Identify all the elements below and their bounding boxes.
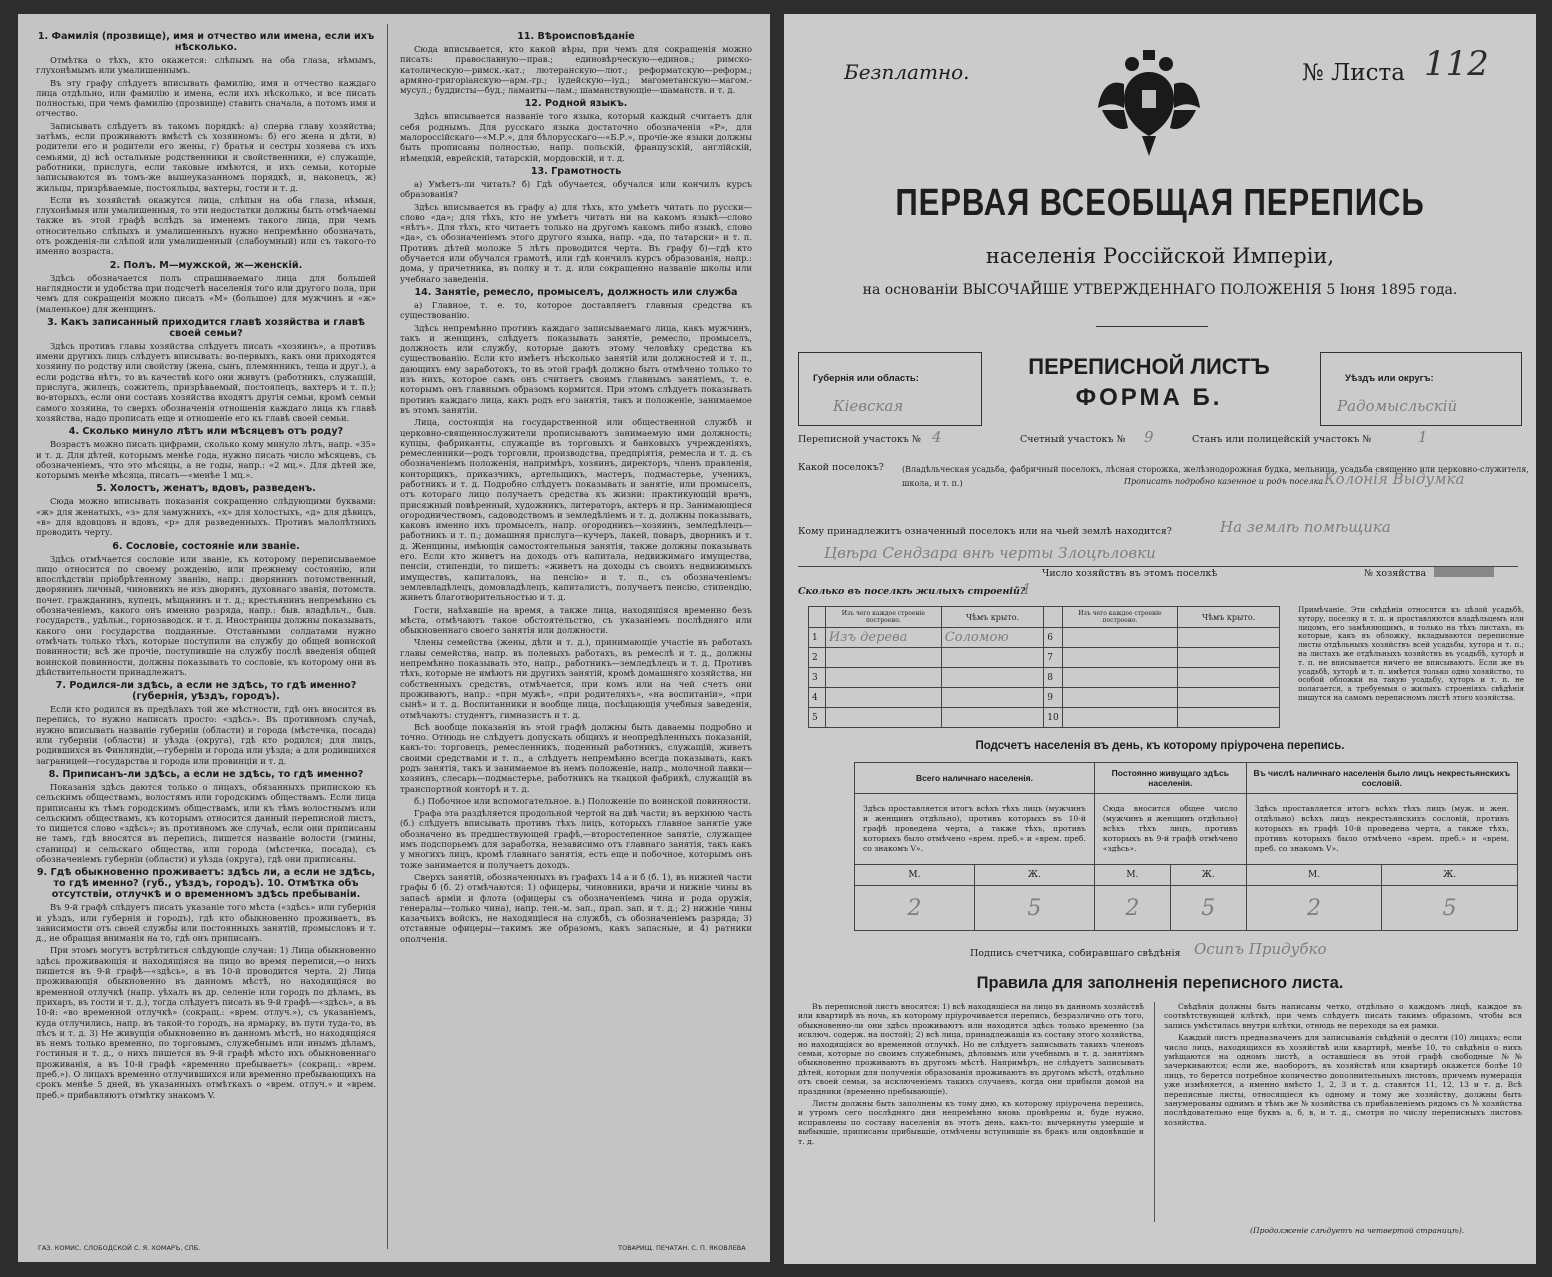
household-number-label: № хозяйства xyxy=(1364,568,1427,579)
section-paragraph: При этомъ могутъ встрѣтиться слѣдующіе случаи: 1) Лица обыкновенно здѣсь проживающія и находящіяся на лицо во время переписи,—о нихъ пишется въ 9-й графѣ—«здѣсь», а въ 10-й проводится черта. 2) Лица проживающія обыкновенно въ данномъ мѣстѣ, но находящіяся во временной отлучкѣ (напр. уѣхалъ въ др. селеніе или городъ по дѣламъ, въ прихаръ, въ гости и т. д.), тогда слѣдуетъ писать въ 9-й графѣ—«здѣсь», а въ 10-й: «во временной отлучкѣ» (сокращ.: «врем. отлуч.»), съ указаніемъ, куда отлучились, напр. въ такой-то городъ, на ярмарку, въ пути туда-то, въ лѣсъ и т. д. 3) Не живущія обыкновенно въ данномъ мѣстѣ, но находящіяся въ немъ только временно, по торговымъ, служебнымъ или инымъ дѣламъ, гостиныя и т. д., о нихъ пишется въ 9-й графѣ мѣсто ихъ обыкновеннаго проживанія, а въ 10-й графѣ «временно пребываетъ» (сокращ.: «врем. преб.»). О лицахъ временно отлучившихся или временно пребывающихъ на срокъ менѣе 5 дней, въ указанныхъ отмѣткахъ о «врем. отлуч.» и «врем. преб.» прибавляютъ отмѣтку знакомъ V. xyxy=(36,945,377,1100)
rule-paragraph: Листы должны быть заполнены къ тому дню, къ которому пріурочена перепись, и утромъ сего послѣдняго дня непремѣнно вновь провѣрены и, буде нужно, исправлены по составу населенія въ этотъ день, какъ-то: вычеркнуты умершіе и выбывшіе, приписаны прибывшіе, отмѣчены вступившіе въ бракъ или овдовѣвшіе и т. д. xyxy=(798,1099,1144,1146)
household-number-erased xyxy=(1434,567,1494,577)
roof-header: Чѣмъ крыто. xyxy=(941,607,1043,628)
section-paragraph: Здѣсь вписывается названіе того языка, который каждый считаетъ для себя роднымъ. Для русскаго языка достаточно обозначенія «Р», для малороссійскаго—«М.Р.», для бѣлорусскаго—«Б.Р.», прочіе-же языки должны быть прописаны полностью, напр. польскій, французскій, англійскій, нѣмецкій, еврейскій, татарскій, мордовскій, и т. д. xyxy=(400,111,752,163)
owner-value-1: На землѣ помѣщика xyxy=(1220,518,1391,536)
male-count-value: 2 xyxy=(1246,886,1382,931)
owner-label: Кому принадлежитъ означенный поселокъ или на чьей землѣ находится? xyxy=(798,526,1172,537)
right-page xyxy=(784,14,1536,1264)
building-material: Изъ дерева xyxy=(825,628,941,648)
section-paragraph: Показанія здѣсь даются только о лицахъ, обязанныхъ припискою къ сельскимъ обществамъ, волостямъ или городскимъ обществамъ. Если лица приписаны къ тѣмъ городскимъ обществамъ, или къ тѣмъ волостнымъ или сельскимъ обществамъ, къ которымъ относится данный переписной листъ, то пишется слово «здѣсь»; въ противномъ же случаѣ, если они приписаны не тамъ, гдѣ вносятся въ перепись, пишется названіе волости (гмины, станицы) и сельскаго общества, или города (мѣстечка, посада), съ обозначеніемъ губерніи (области) и уѣзда (округа), гдѣ они приписаны. xyxy=(36,781,376,864)
rules-right-column xyxy=(1164,1002,1522,1130)
rules-divider xyxy=(1154,1002,1155,1222)
column-divider xyxy=(387,24,388,1249)
row-number: 8 xyxy=(1044,668,1062,688)
row-number: 4 xyxy=(809,688,826,708)
section-paragraph: Здѣсь противъ главы хозяйства слѣдуетъ писать «хозяинъ», а противъ имени другихъ лицъ слѣдуетъ вписывать: во-первыхъ, какъ они приходятся хозяину по родству или свойству (жена, сынъ, племянникъ, теща и друг.), а если родства нѣтъ, то въ качествѣ кого они живутъ (работникъ, служащій, прислуга, жилецъ, сожитель, призрѣваемый, постоялецъ, вахтеръ и т. п.); во-вторыхъ, если они составъ хозяйства входятъ другія семьи, кромѣ семьи самого хозяина, то сверхъ обозначенія отношенія каждаго лица къ главѣ хозяйства, надо прописать еще и отношеніе его къ главѣ своей семьи. xyxy=(36,340,376,423)
roof-header-2: Чѣмъ крыто. xyxy=(1178,607,1280,628)
settlement-hint: (Владѣльческая усадьба, фабричный поселокъ, лѣсная сторожка, желѣзнодорожная будка, мельница, усадьба священно или церковно-служителя, школа, и т. п.) xyxy=(902,465,1529,488)
section-paragraph: а) Главное, т. е. то, которое доставляетъ главныя средства къ существованію. xyxy=(400,299,752,321)
section-paragraph: б.) Побочное или вспомогательное. в.) Положеніе по воинской повинности. xyxy=(414,795,751,806)
row-number: 6 xyxy=(1044,628,1062,648)
section-heading: 13. Грамотность xyxy=(530,165,622,177)
census-subtitle: населенія Россійской Имперіи, xyxy=(985,244,1335,268)
building-material xyxy=(1062,648,1178,668)
section-heading: 14. Занятіе, ремесло, промыселъ, должность или служба xyxy=(414,286,738,298)
households-label: Число хозяйствъ въ этомъ поселкѣ xyxy=(1042,568,1218,579)
section-paragraph: а) Умѣетъ-ли читать? б) Гдѣ обучается, обучался или кончилъ курсъ образованія? xyxy=(400,178,752,200)
section-paragraph: Гости, наѣхавшіе на время, а также лица, находящіяся временно безъ мѣста, отмѣчаютъ такое обстоятельство, съ указаніемъ послѣдняго или обыкновеннаго своего занятія или должности. xyxy=(400,604,752,636)
settlement-value: Колонія Выдумка xyxy=(1324,470,1465,488)
census-basis: на основаніи ВЫСОЧАЙШЕ УТВЕРЖДЕННАГО ПОЛОЖЕНІЯ 5 Іюня 1895 года. xyxy=(862,282,1458,298)
gubernia-value: Кіевская xyxy=(833,397,904,415)
building-material xyxy=(1062,688,1178,708)
section-paragraph: Отмѣтка о тѣхъ, кто окажется: слѣпымъ на оба глаза, нѣмымъ, глухонѣмымъ или умалишеннымъ. xyxy=(36,55,376,76)
section-heading: 1. Фамилія (прозвище), имя и отчество или имена, если ихъ нѣсколько. xyxy=(37,31,375,53)
count-column-header: Постоянно живущаго здѣсь населенія. xyxy=(1094,763,1246,794)
table-row xyxy=(809,688,1280,708)
section-paragraph: Здѣсь отмѣчается сословіе или званіе, къ которому переписываемое лицо относится по своему рожденію, или прежнему состоянію, или впослѣдствіи пріобрѣтенному званію, напр.: дворянинъ потомственный, дворянинъ личный, чиновникъ не изъ дворянъ, духовнаго званія, потомств. почет. гражданинъ, купецъ, мѣщанинъ и т. д.; крестьянинъ непремѣнно съ обозначеніемъ, какого онъ именно разряда, напр.: быв. владѣльч., быв. государств., удѣльн., горнозаводск. и т. д. Иностранцы должны показывать, какого они государства подданные. Отставными солдатами нужно отмѣчать только тѣхъ, которые поступили на службу до общей воинской повинности; всѣ же прочіе, поступившіе на службу послѣ введенія общей воинской повинности, должны показывать то сословіе, къ которому они въ дѣйствительности принадлежатъ. xyxy=(36,553,376,677)
row-number: 7 xyxy=(1044,648,1062,668)
section-heading: 11. Вѣроисповѣданіе xyxy=(517,31,635,42)
row-number: 5 xyxy=(809,708,826,728)
female-column-label: Ж. xyxy=(1170,865,1246,886)
sheet-number-label: № Листа xyxy=(1302,60,1405,86)
continuation-note: (Продолженіе слѣдуетъ на четвертой страницѣ). xyxy=(1250,1226,1465,1235)
section-paragraph: Записывать слѣдуетъ въ такомъ порядкѣ: а) сперва главу хозяйства; затѣмъ, если проживаютъ вмѣстѣ съ хозяиномъ: б) его жена и дѣти, в) родители его и родители его жены, г) братья и сестры хозяева съ ихъ семьями, д) всѣ остальные родственники и свойственники, е) служащіе, работники, прислуга, если таковые имѣются, и ихъ семьи, которые записываются въ томъ-же вышеуказанномъ порядкѣ, и, наконецъ, ж) жильцы, призрѣваемые, постояльцы, вахтеры, гости и т. д. xyxy=(36,120,376,193)
printer-note-right: ТОВАРИЩ. ПЕЧАТАН. С. П. ЯКОВЛЕВА xyxy=(618,1244,746,1252)
instructions-column-2 xyxy=(400,28,752,946)
building-roof xyxy=(941,648,1043,668)
count-column-description: Здѣсь проставляется итогъ всѣхъ тѣхъ лицъ (мужчинъ и женщинъ отдѣльно), противъ которыхъ въ 10-й графѣ проведена черта, а также тѣхъ, противъ которыхъ было отмѣчено «врем. преб.» и «врем. преб. со знакомъ V». xyxy=(855,794,1095,865)
building-roof xyxy=(1178,688,1280,708)
row-number: 1 xyxy=(809,628,826,648)
section-paragraph: Всѣ вообще показанія въ этой графѣ должны быть даваемы подробно и точно. Отнюдь не слѣдуетъ допускать общихъ и неопредѣленныхъ показаній, какъ-то: торговецъ, ремесленникъ, поденный работникъ, служащій, живетъ своими средствами и т. п., а слѣдуетъ непремѣнно всегда показывать, какъ родъ занятія, такъ и занимаемое въ немъ положеніе, напр., молочной лавки—хозяинъ, слесарь—подмастерье, работникъ на ткацкой фабрикѣ, служащій въ транспортной конторѣ и т. д. xyxy=(400,721,752,794)
signature-label: Подпись счетчика, собиравшаго свѣдѣнія xyxy=(970,948,1181,959)
row-number: 3 xyxy=(809,668,826,688)
gubernia-box xyxy=(798,352,982,426)
female-column-label: Ж. xyxy=(974,865,1094,886)
building-roof xyxy=(1178,708,1280,728)
count-area-label: Счетный участокъ № xyxy=(1020,434,1126,445)
uezd-value: Радомысльскій xyxy=(1337,397,1458,415)
male-count-value: 2 xyxy=(1094,886,1170,931)
male-count-value: 2 xyxy=(855,886,975,931)
building-material xyxy=(825,688,941,708)
gubernia-label: Губернія или область: xyxy=(813,373,919,384)
section-heading: 12. Родной языкъ. xyxy=(524,98,628,110)
building-material xyxy=(1062,668,1178,688)
table-row xyxy=(809,668,1280,688)
owner-rule xyxy=(798,566,1518,567)
section-heading: 3. Какъ записанный приходится главѣ хозяйства и главѣ своей семьи? xyxy=(47,316,365,339)
table-row xyxy=(809,628,1280,648)
instructions-column-1 xyxy=(36,28,376,1102)
section-heading: 5. Холостъ, женатъ, вдовъ, разведенъ. xyxy=(96,483,316,495)
section-paragraph: Здѣсь непремѣнно противъ каждаго записываемаго лица, какъ мужчинъ, такъ и женщинъ, слѣдуетъ показывать занятіе, ремесло, промыселъ, должность или службу, которые даютъ этому человѣку средства къ существованію. Если кто имѣетъ нѣсколько занятій или должностей и т. п., дающихъ ему заработокъ, то въ этой графѣ должно быть отмѣчено только то изъ нихъ, которое самъ онъ считаетъ своимъ главнымъ занятіемъ, т. е. которымъ онъ главнымъ образомъ кормится. При этомъ слѣдуетъ показывать противъ каждаго лица, какъ родъ его занятія, такъ и положеніе, занимаемое въ этомъ занятіи. xyxy=(400,322,752,415)
building-roof xyxy=(1178,628,1280,648)
section-paragraph: Лица, состоящія на государственной или общественной службѣ и церковно-священнослужители прописываютъ занимаемую ими должность; купцы, фабриканты, служащіе въ торговыхъ и банковыхъ учрежденіяхъ, ремесленники—родъ торговли, производства, предпріятія, ремесла и т. д. съ обозначеніемъ положенія, напримѣръ, хозяинъ, директоръ, членъ правленія, конторщикъ, приказчикъ, артельщикъ, мастеръ, подмастерье, ученикъ, работникъ и т. д. Подробно слѣдуетъ показывать и занятіе, или промыселъ, отъ котораго лицо получаетъ средства къ жизни: практикующій врачъ, присяжный повѣренный, художникъ, литераторъ, актеръ и пр. Занимающіеся огородничествомъ, садоводствомъ и земледѣліемъ и т. д. должны показывать, каковъ именно ихъ промыселъ, напр. огородникъ—хозяинъ, земледѣлецъ—работникъ и т. п.; домашняя прислуга—кучеръ, лакей, поваръ, дворникъ и т. д. Женщины, имѣющія самостоятельныя занятія, также должны показывать его. Если кто живетъ на доходъ отъ капитала, недвижимаго имущества, пенсіи, стипендіи, то пишетъ: «живетъ на доходы съ своихъ недвижимыхъ имуществъ, капиталовъ, на пенсію» и т. п., съ обозначеніемъ: землевладѣлецъ, домовладѣлецъ, капиталистъ, получаетъ пенсію, стипендію, живетъ благотворительностью и т. д. xyxy=(400,417,752,603)
section-paragraph: Здѣсь вписывается въ графу а) для тѣхъ, кто умѣетъ читать по русски—слово «да»; для тѣхъ, кто не умѣетъ читать ни на какомъ языкѣ—слово «нѣтъ». Для тѣхъ, кто читаетъ только на другомъ какомъ либо языкѣ, слово «да», съ обозначеніемъ этого другого языка, напр. «да, по татарски» и т. п. Противъ дѣтей моложе 5 лѣтъ проводится черта. Въ графу б)—гдѣ кто обучается или обучался грамотѣ, или гдѣ кончилъ курсъ образованія, напр.: дома, у причетника, въ полку и т. д. или сокращенно названіе школы или учебнаго заведенія. xyxy=(400,201,752,284)
count-column-description: Здѣсь проставляется итогъ всѣхъ тѣхъ лицъ (муж. и жен. отдѣльно) всѣхъ лицъ некрестьянскихъ сословій, противъ которыхъ въ графѣ 10-й проведена черта, а также тѣхъ, противъ которыхъ было отмѣчено «врем. преб.» и «врем. преб. со знакомъ V». xyxy=(1246,794,1517,865)
building-roof xyxy=(941,708,1043,728)
settlement-hint-2: Прописать подробно казенное и родъ поселка xyxy=(1124,477,1324,486)
row-number: 9 xyxy=(1044,688,1062,708)
buildings-table xyxy=(808,606,1280,728)
section-paragraph: Если кто родился въ предѣлахъ той же мѣстности, гдѣ онъ вносится въ перепись, то нужно написать просто: «здѣсь». Въ противномъ случаѣ, нужно вписывать названіе губерніи (области) и города (мѣстечка, посада) или губерніи (области) и уѣзда (округа), гдѣ кто родился; для лицъ, родившихся въ Финляндіи,—губерніи и города или уѣзда; а для родившихся заграницей—государства и города или провинціи и т. д. xyxy=(36,704,376,766)
free-of-charge-label: Безплатно. xyxy=(844,60,970,84)
settlement-label: Какой поселокъ? xyxy=(798,462,884,473)
section-paragraph: Если въ хозяйствѣ окажутся лица, слѣпыя на оба глаза, нѣмыя, глухонѣмыя или умалишенныя, то эти недостатки должны быть отмѣчаемы также въ этой графѣ вслѣдъ за именемъ такого лица, при чемъ относительно слѣпыхъ и умалишенныхъ нужно непремѣнно обозначать, отъ рожденія-ли слѣпой или умалишенный (слабоумный) или съ такого-то именно возраста. xyxy=(36,194,376,257)
section-paragraph: Въ эту графу слѣдуетъ вписывать фамилію, имя и отчество каждаго лица отдѣльно, или фамилію и имена, если ихъ нѣсколько, и все писать полностью, при чемъ фамилію (прозвище) ставить сначала, а потомъ имя и отчество. xyxy=(36,77,376,119)
section-heading: 4. Сколько минуло лѣтъ или мѣсяцевъ отъ роду? xyxy=(68,426,344,438)
female-column-label: Ж. xyxy=(1382,865,1518,886)
census-area-label: Переписной участокъ № xyxy=(798,434,921,445)
building-material xyxy=(1062,628,1178,648)
rules-title: Правила для заполненія переписного листа. xyxy=(976,974,1344,992)
double-headed-eagle-emblem xyxy=(1094,44,1204,164)
uezd-label: Уѣздъ или округъ: xyxy=(1345,373,1434,384)
section-heading: 6. Сословіе, состояніе или званіе. xyxy=(112,540,300,552)
section-paragraph: Въ 9-й графѣ слѣдуетъ писать указаніе того мѣста («здѣсь» или губернія и уѣздъ, или губернія и городъ), гдѣ кто обыкновенно проживаетъ, въ зависимости отъ своей службы или постоянныхъ занятій, промысловъ и т. д., не обращая вниманія на то, гдѣ онъ приписанъ. xyxy=(36,902,376,944)
uezd-box xyxy=(1320,352,1522,426)
rule-paragraph: Въ переписной листъ вносятся: 1) всѣ находящіеся на лицо въ данномъ хозяйствѣ или квартирѣ въ ночь, къ которому пріурочивается перепись, безразлично отъ того, обыкновенно-ли они здѣсь проживаютъ или находятся здѣсь только временно (за исключ. содерж. на постой); 2) всѣ лица, принадлежащія къ составу этого хозяйства, но находящіяся во временной отлучкѣ. Но не слѣдуетъ записывать такихъ членовъ семьи, которые по своимъ служебнымъ, дѣловымъ или учебнымъ и т. д. занятіямъ обыкновенно проживаютъ въ другомъ мѣстѣ. Напримѣръ, не слѣдуетъ записывать дѣтей, которыя для полученія образованія проживаютъ въ другомъ мѣстѣ, отдѣльно отъ своей семьи, за исключеніемъ такихъ случаевъ, когда они прибыли домой на праздники (временно пребывающіе). xyxy=(798,1002,1144,1096)
male-column-label: М. xyxy=(855,865,975,886)
census-title: ПЕРВАЯ ВСЕОБЩАЯ ПЕРЕПИСЬ xyxy=(895,182,1425,224)
row-number: 10 xyxy=(1044,708,1062,728)
building-material xyxy=(825,648,941,668)
section-paragraph: Сюда можно вписывать показанія сокращенно слѣдующими буквами: «ж» для женатыхъ, «з» для замужнихъ, «х» для холостыхъ, «д» для дѣвицъ, «в» для вдовцовъ и вдовъ, «р» для разведенныхъ. Противъ малолѣтнихъ проводить черту. xyxy=(36,496,376,538)
owner-value-2: Цвѣра Сендзара внѣ черты Злоцѣловки xyxy=(824,544,1156,562)
population-count-table xyxy=(854,762,1518,931)
buildings-value: 1 xyxy=(1022,580,1032,598)
stan-label: Станъ или полицейскій участокъ № xyxy=(1192,434,1372,445)
count-column-description: Сюда вносится общее число (мужчинъ и женщинъ отдѣльно) всѣхъ тѣхъ лицъ, противъ которыхъ въ 9-й графѣ отмѣчено «здѣсь». xyxy=(1094,794,1246,865)
form-title: ПЕРЕПИСНОЙ ЛИСТЪ xyxy=(1028,354,1270,379)
section-paragraph: Сюда вписывается, кто какой вѣры, при чемъ для сокращенія можно писать: православную—прав.; единовѣрческую—единов.; римско-католическую—римск.-кат.; лютеранскую—лют.; реформатскую—реформ.; армяно-григоріанскую—арм.-гр.; іудейскую—іуд.; магометанскую—магом.-мусул.; буддисты—буд.; ламаиты—лам.; шаманствующіе—шаманств. и т. д. xyxy=(400,44,752,96)
section-paragraph: Сверхъ занятій, обозначенныхъ въ графахъ 14 а и б (б. 1), въ нижней части графы б (б. 2) отмѣчаются: 1) офицеры, чиновники, врачи и нижніе чины въ запасѣ арміи и флота (офицеры съ обозначеніемъ чина и рода оружія, генералы—только чина), напр. тен.-м. зап., прап. зап. и т. д.; 2) нижніе чины казачьихъ войскъ, не находящіеся на службѣ, съ обозначеніемъ разряда; 3) отставные офицеры—такимъ же образомъ, какъ запасные, и 4) ратники ополченія. xyxy=(400,871,752,944)
table-row xyxy=(809,648,1280,668)
sheet-number-value: 112 xyxy=(1424,44,1489,84)
form-subtitle: ФОРМА Б. xyxy=(1075,384,1223,411)
census-area-value: 4 xyxy=(932,428,942,446)
count-title: Подсчетъ населенія въ день, къ которому пріурочена перепись. xyxy=(975,740,1345,752)
count-column-header: Въ числѣ наличнаго населенія было лицъ некрестьянскихъ сословій. xyxy=(1246,763,1517,794)
buildings-note: Примѣчаніе. Эти свѣдѣнія относятся къ цѣлой усадьбѣ, хутору, поселку и т. п. и проставляются владѣльцемъ или лицомъ, его замѣняющимъ, и только на тѣхъ листахъ, въ которые, какъ въ обложку, вкладываются переписные листы отдѣльныхъ хозяйствъ всей усадьбы, хутора и т. п.; на листахъ же отдѣльныхъ хозяйствъ въ усадьбѣ, хуторѣ и т. п. не вписывается ничего не вписываютъ. Если же въ усадьбѣ, хуторѣ и т. п. имѣется только одно хозяйство, то особой обложки на такую усадьбу, хуторъ и т. п. не полагается, а требуемыя о жилыхъ строеніяхъ свѣдѣнія пишутся на самомъ переписномъ листѣ этого хозяйства. xyxy=(1298,605,1524,702)
building-material xyxy=(1062,708,1178,728)
section-paragraph: Члены семейства (жены, дѣти и т. д.), принимающіе участіе въ работахъ главы семейства, напр. въ полевыхъ работахъ, въ ремеслѣ и т. д., должны непремѣнно показывать это, напр., работникъ—земледѣлецъ и т. д. Противъ тѣхъ, которые не имѣютъ ни другихъ занятій, кромѣ домашняго хозяйства, ни собственныхъ средствъ, отмѣчается, при комъ или на чей счетъ они проживаютъ, напр.: «при мужѣ», «при родителяхъ», «на воспитаніи», «при сынѣ» и т. д. Воспитанники и вообще лица, посѣщающія учебныя заведенія, отмѣчаютъ: студентъ, гимназистъ и т. д. xyxy=(400,637,752,720)
section-heading: 7. Родился-ли здѣсь, а если не здѣсь, то гдѣ именно? (губернія, уѣздъ, городъ). xyxy=(55,680,357,703)
row-number: 2 xyxy=(809,648,826,668)
building-roof xyxy=(941,668,1043,688)
table-row xyxy=(809,708,1280,728)
rule-paragraph: Каждый листъ предназначенъ для записыванія свѣдѣній о десяти (10) лицахъ; если число лицъ, находящихся въ хозяйствѣ или квартирѣ, менѣе 10, то свѣдѣнія о нихъ умѣщаются на одномъ листѣ, а оставшіеся въ этой графѣ свободные №№ зачеркиваются; если же, наоборотъ, въ хозяйствѣ или квартирѣ окажется болѣе 10 лицъ, то берется потребное количество дополнительныхъ листовъ, причемъ нумерація уже измѣняется, а именно вмѣсто 1, 2, 3 и т. д. ставятся 11, 12, 13 и т. д. Всѣ переписные листы, относящіеся къ одному и тому же хозяйству, должны быть занумерованы однимъ и тѣмъ же № хозяйства съ прибавленіемъ рядомъ съ № хозяйства послѣдовательно еще буквъ а, б, в, и т. д., смотря по числу переписныхъ листовъ хозяйства. xyxy=(1164,1033,1522,1127)
title-rule xyxy=(1096,326,1208,327)
female-count-value: 5 xyxy=(1382,886,1518,931)
male-column-label: М. xyxy=(1246,865,1382,886)
building-roof xyxy=(1178,668,1280,688)
building-roof: Соломою xyxy=(941,628,1043,648)
building-material xyxy=(825,708,941,728)
left-page xyxy=(18,14,770,1262)
building-roof xyxy=(1178,648,1280,668)
building-material xyxy=(825,668,941,688)
female-count-value: 5 xyxy=(974,886,1094,931)
male-column-label: М. xyxy=(1094,865,1170,886)
printer-note-left: ГАЗ. КОМИС. СЛОБОДСКОЙ С. Я. ХОМАРЪ, СПБ. xyxy=(38,1244,201,1252)
buildings-label: Сколько въ поселкѣ жилыхъ строеній? xyxy=(798,586,1026,597)
signature-value: Осипъ Придубко xyxy=(1194,940,1327,958)
material-header-2: Изъ чего каждое строеніе построено. xyxy=(1062,607,1178,628)
material-header: Изъ чего каждое строеніе построено. xyxy=(825,607,941,628)
rules-left-column xyxy=(798,1002,1144,1149)
stan-value: 1 xyxy=(1418,428,1428,446)
building-roof xyxy=(941,688,1043,708)
section-heading: 2. Полъ. М—мужской, ж—женскій. xyxy=(109,259,303,271)
section-heading: 9. Гдѣ обыкновенно проживаетъ: здѣсь ли, а если не здѣсь, то гдѣ именно? (губ., уѣздъ, городъ). 10. Отмѣтка объ отсутствіи, отлучкѣ и о временномъ здѣсь пребываніи. xyxy=(36,867,376,901)
section-paragraph: Возрастъ можно писать цифрами, сколько кому минуло лѣтъ, напр. «35» и т. д. Для дѣтей, которымъ менѣе года, нужно писать число мѣсяцевъ, съ обозначеніемъ, что это мѣсяцы, а не годы, напр.: «2 мц.». Для дѣтей же, которымъ менѣе мѣсяца, писать—«менѣе 1 мц.». xyxy=(36,439,376,481)
female-count-value: 5 xyxy=(1170,886,1246,931)
count-area-value: 9 xyxy=(1144,428,1154,446)
section-paragraph: Здѣсь обозначается полъ спрашиваемаго лица для большей наглядности и удобства при подсчетѣ населенія того или другого пола, при чемъ для сокращенія можно писать «М» (большое) для мужчинъ и «ж» (маленькое) для женщинъ. xyxy=(36,272,376,314)
section-heading: 8. Приписанъ-ли здѣсь, а если не здѣсь, то гдѣ именно? xyxy=(48,768,364,780)
count-column-header: Всего наличнаго населенія. xyxy=(855,763,1095,794)
rule-paragraph: Свѣдѣнія должны быть написаны четко, отдѣльно о каждомъ лицѣ, каждое въ соотвѣтствующей клѣткѣ, при чемъ слѣдуетъ писать такимъ образомъ, чтобы вся запись умѣстилась внутри клѣтки, отнюдь не переходя за ея рамки. xyxy=(1164,1002,1522,1030)
section-paragraph: Графа эта раздѣляется продольной чертой на двѣ части; въ верхнюю часть (б.) слѣдуетъ вписывать противъ тѣхъ лицъ, которыхъ главное занятіе уже обозначено въ предшествующей графѣ,—второстепенное занятіе, служащее имъ подспорьемъ для заработка, независимо отъ главнаго занятія, такъ какъ у многихъ лицъ, кромѣ главнаго занятія, есть еще и побочное, которымъ онъ тоже занимается и получаетъ доходъ. xyxy=(400,808,752,870)
